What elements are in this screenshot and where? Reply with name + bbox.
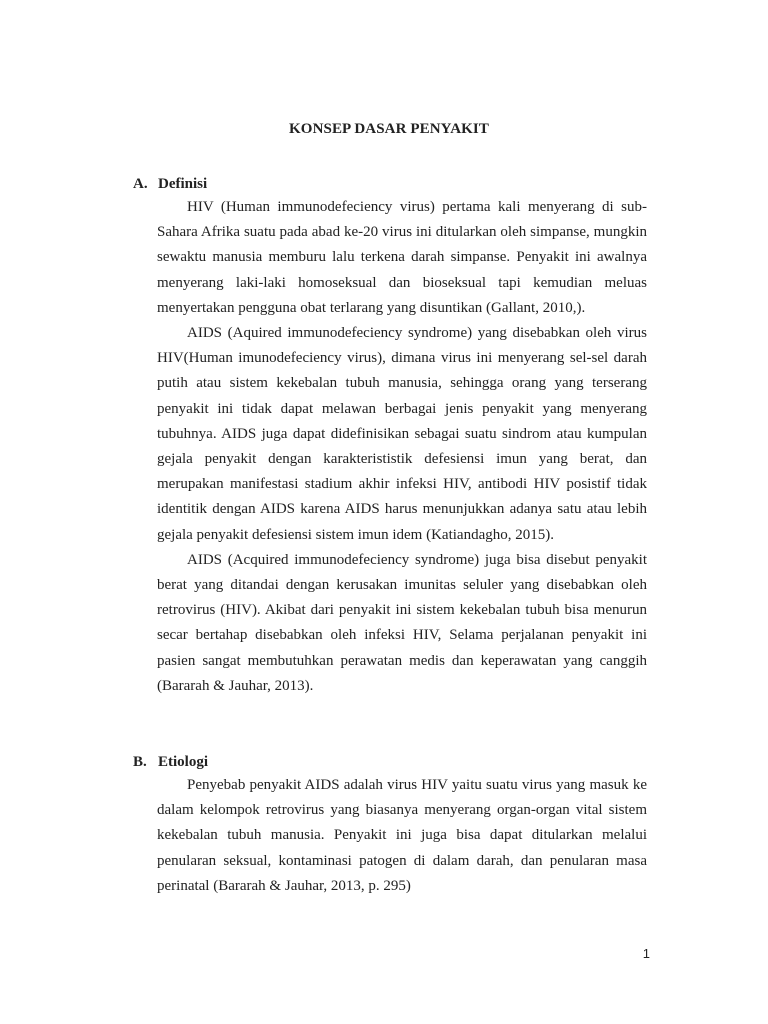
paragraph: AIDS (Acquired immunodefeciency syndrome) juga bisa disebut penyakit berat yang ditandai dengan kerusakan imunitas seluler yang disebabkan oleh retrovirus (HIV). Akibat dari penyakit ini sistem kekebalan tubuh bisa menurun secar bertahap disebabkan oleh infeksi HIV, Selama perjalanan penyakit ini pasien sangat membutuhkan perawatan medis dan keperawatan yang canggih (Bararah & Jauhar, 2013). [157, 551, 647, 694]
document-title: KONSEP DASAR PENYAKIT [289, 121, 489, 137]
page-number: 1 [642, 946, 650, 961]
section-heading-etiologi [133, 751, 647, 773]
section-heading-definisi [133, 173, 647, 195]
section-letter: B. [133, 754, 147, 770]
section-letter: A. [133, 176, 148, 192]
paragraph: HIV (Human immunodefeciency virus) pertama kali menyerang di sub-Sahara Afrika suatu pada abad ke-20 virus ini ditularkan oleh simpanse, mungkin sewaktu manusia memburu lalu terkena darah simpanse. Penyakit ini awalnya menyerang laki-laki homoseksual dan bioseksual tapi kemudian meluas menyertakan pengguna obat terlarang yang disuntikan (Gallant, 2010,). [157, 199, 647, 316]
section-body [157, 773, 647, 899]
paragraph: Penyebab penyakit AIDS adalah virus HIV yaitu suatu virus yang masuk ke dalam kelompok retrovirus yang biasanya menyerang organ-organ vital sistem kekebalan tubuh manusia. Penyakit ini juga bisa dapat ditularkan melalui penularan seksual, kontaminasi patogen di dalam darah, dan penularan masa perinatal (Bararah & Jauhar, 2013, p. 295) [157, 777, 647, 894]
section-title: Definisi [158, 176, 208, 192]
section-definisi [133, 173, 647, 699]
section-body [157, 195, 647, 699]
section-title: Etiologi [158, 754, 209, 770]
section-etiologi [133, 751, 647, 899]
paragraph: AIDS (Aquired immunodefeciency syndrome) yang disebabkan oleh virus HIV(Human imunodefeciency virus), dimana virus ini menyerang sel-sel darah putih atau sistem kekebalan tubuh manusia, sehingga orang yang terserang penyakit ini tidak dapat melawan berbagai jenis penyakit yang menyerang tubuhnya. AIDS juga dapat didefinisikan sebagai suatu sindrom atau kumpulan gejala penyakit dengan karakterististik defesiensi imun yang berat, dan merupakan manifestasi stadium akhir infeksi HIV, antibodi HIV posistif tidak identitik dengan AIDS karena AIDS harus menunjukkan adanya satu atau lebih gejala penyakit defesiensi sistem imun idem (Katiandagho, 2015). [157, 325, 647, 543]
